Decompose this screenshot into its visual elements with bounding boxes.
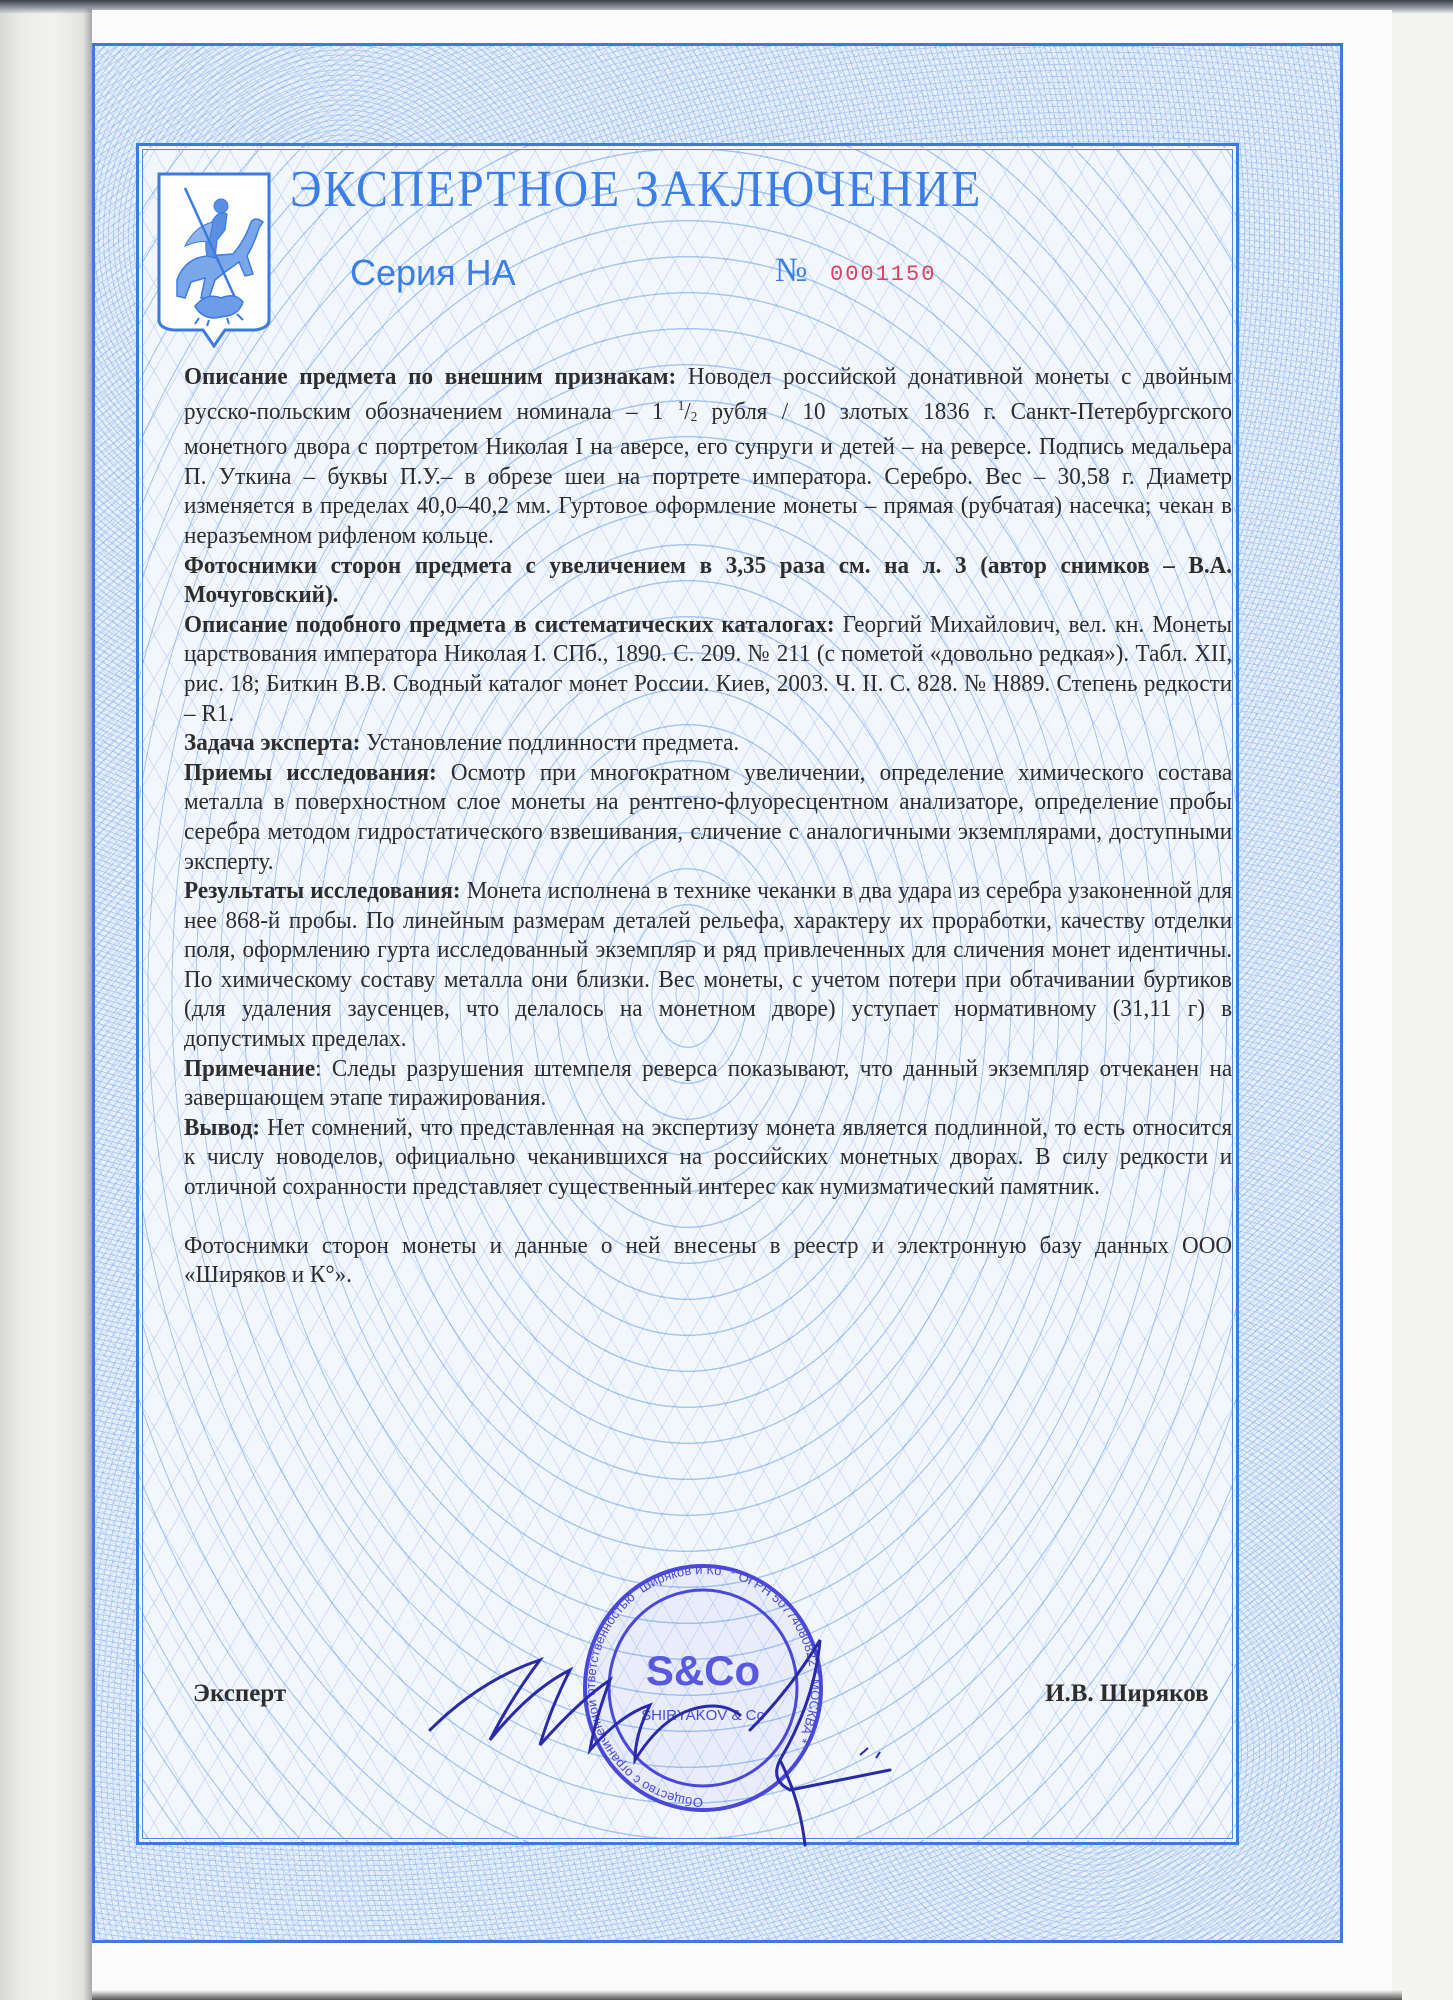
section-conclusion	[184, 1113, 1232, 1202]
section-text: Осмотр при многократном увеличении, определение химического состава металла в поверхностном слое монеты на рентгено-флуоресцентном анализаторе, определение пробы серебра методом гидростатического взвешивания, сличение с аналогичными экземплярами, доступными эксперту.	[184, 758, 1233, 875]
book-binding	[0, 0, 92, 2000]
scan-bottom-shadow	[92, 1990, 1402, 2000]
section-text: Новодел российской донативной монеты с двойным русско-польским обозначением номинала – 1	[184, 363, 1233, 425]
section-label: Описание предмета по внешним признакам:	[184, 363, 677, 390]
section-label: Задача эксперта:	[184, 729, 361, 757]
expert-name: И.В. Ширяков	[1045, 1680, 1209, 1707]
section-text-continued: рубля / 10 злотых 1836 г. Санкт-Петербургского монетного двора с портретом Николая I на аверсе, его супруги и детей – на реверсе. Подпись медальера П. Уткина – буквы П.У.– в обрезе шеи на портрете императора. Серебро. Вес – 30,58 г. Диаметр изменяется в пределах 40,0–40,2 мм. Гуртовое оформление монеты – прямая (рубчатая) насечка; чекан в неразъемном рифленом кольце.	[184, 397, 1233, 549]
spacer	[184, 1202, 1232, 1231]
section-text: Монета исполнена в технике чеканки в два удара из серебра узаконенной для нее 868-й пробы. По линейным размерам деталей рельефа, характеру их проработки, качеству отделки поля, оформлению гурта исследованный экземпляр и ряд привлеченных для сличения монет идентичны. По химическому составу металла они близки. Вес монеты, с учетом потери при обтачивании буртиков (для удаления заусенцев, что делалось на монетном дворе) уступает нормативному (31,11 г) в допустимых пределах.	[184, 877, 1233, 1053]
expert-role-label: Эксперт	[193, 1680, 287, 1707]
section-label: Примечание	[184, 1054, 316, 1082]
section-label: Приемы исследования:	[184, 758, 437, 786]
serial-number: 0001150	[830, 262, 937, 287]
section-photos	[184, 551, 1232, 610]
section-note	[184, 1054, 1232, 1113]
section-label: Фотоснимки сторон предмета с увеличением в 3,35 раза см. на л. 3 (автор снимков – В.А. Мочуговский).	[184, 551, 1233, 609]
registry-note: Фотоснимки сторон монеты и данные о ней внесены в реестр и электронную базу данных ООО «Ширяков и К°».	[184, 1231, 1233, 1289]
seal-center-text: SHIRYAKOV & Co	[641, 1707, 765, 1724]
moscow-coat-of-arms-icon	[155, 170, 273, 348]
section-label: Вывод:	[184, 1113, 261, 1141]
section-external-description: Описание предмета по внешним признакам: Новодел российской донативной монеты с двойным русско-польским обозначением номинала – 1 $^1/_2$ рубля / 10 злотых 1836 г. Санкт-Петербургского монетного двора с портретом Николая I на аверсе, его супруги и детей – на реверсе. Подпись медальера П. Уткина – буквы П.У.– в обрезе шеи на портрете императора. Серебро. Вес – 30,58 г. Диаметр изменяется в пределах 40,0–40,2 мм. Гуртовое оформление монеты – прямая (рубчатая) насечка; чекан в неразъемном рифленом кольце.	[184, 363, 1233, 549]
expert-signature	[420, 1620, 940, 1850]
conclusion-body	[184, 362, 1232, 1290]
section-results	[184, 876, 1232, 1054]
section-text: Нет сомнений, что представленная на экспертизу монета является подлинной, то есть относится к числу новоделов, официально чеканившихся на российских монетных дворах. В силу редкости и отличной сохранности представляет существенный интерес как нумизматический памятник.	[184, 1113, 1233, 1201]
seal-outer-text: Общество с ограниченной ответственностью "Ширяков и Ко" * ОГРН 50774080822 * МОСКВА *	[583, 1561, 824, 1811]
section-text: Георгий Михайлович, вел. кн. Монеты царствования императора Николая I. СПб., 1890. С. 209. № 211 (с пометой «довольно редкая»). Табл. XII, рис. 18; Биткин В.В. Сводный каталог монет России. Киев, 2003. Ч. II. С. 828. № Н889. Степень редкости – R1.	[184, 610, 1233, 727]
fraction-numerator: 1	[677, 398, 685, 414]
section-label: Результаты исследования:	[184, 877, 461, 905]
number-sign: №	[775, 252, 808, 289]
series-label: Серия НА	[350, 252, 516, 293]
fraction-denominator: 2	[690, 409, 698, 425]
section-text: : Следы разрушения штемпеля реверса показывают, что данный экземпляр отчеканен на завершающем этапе тиражирования.	[184, 1054, 1233, 1112]
section-text: Установление подлинности предмета.	[360, 729, 740, 757]
section-catalogs	[184, 610, 1232, 728]
section-methods	[184, 758, 1232, 876]
section-task	[184, 728, 1232, 758]
section-label: Описание подобного предмета в систематических каталогах:	[184, 610, 835, 638]
document-title: ЭКСПЕРТНОЕ ЗАКЛЮЧЕНИЕ	[290, 161, 983, 218]
seal-logo: S&Co	[645, 1647, 761, 1694]
